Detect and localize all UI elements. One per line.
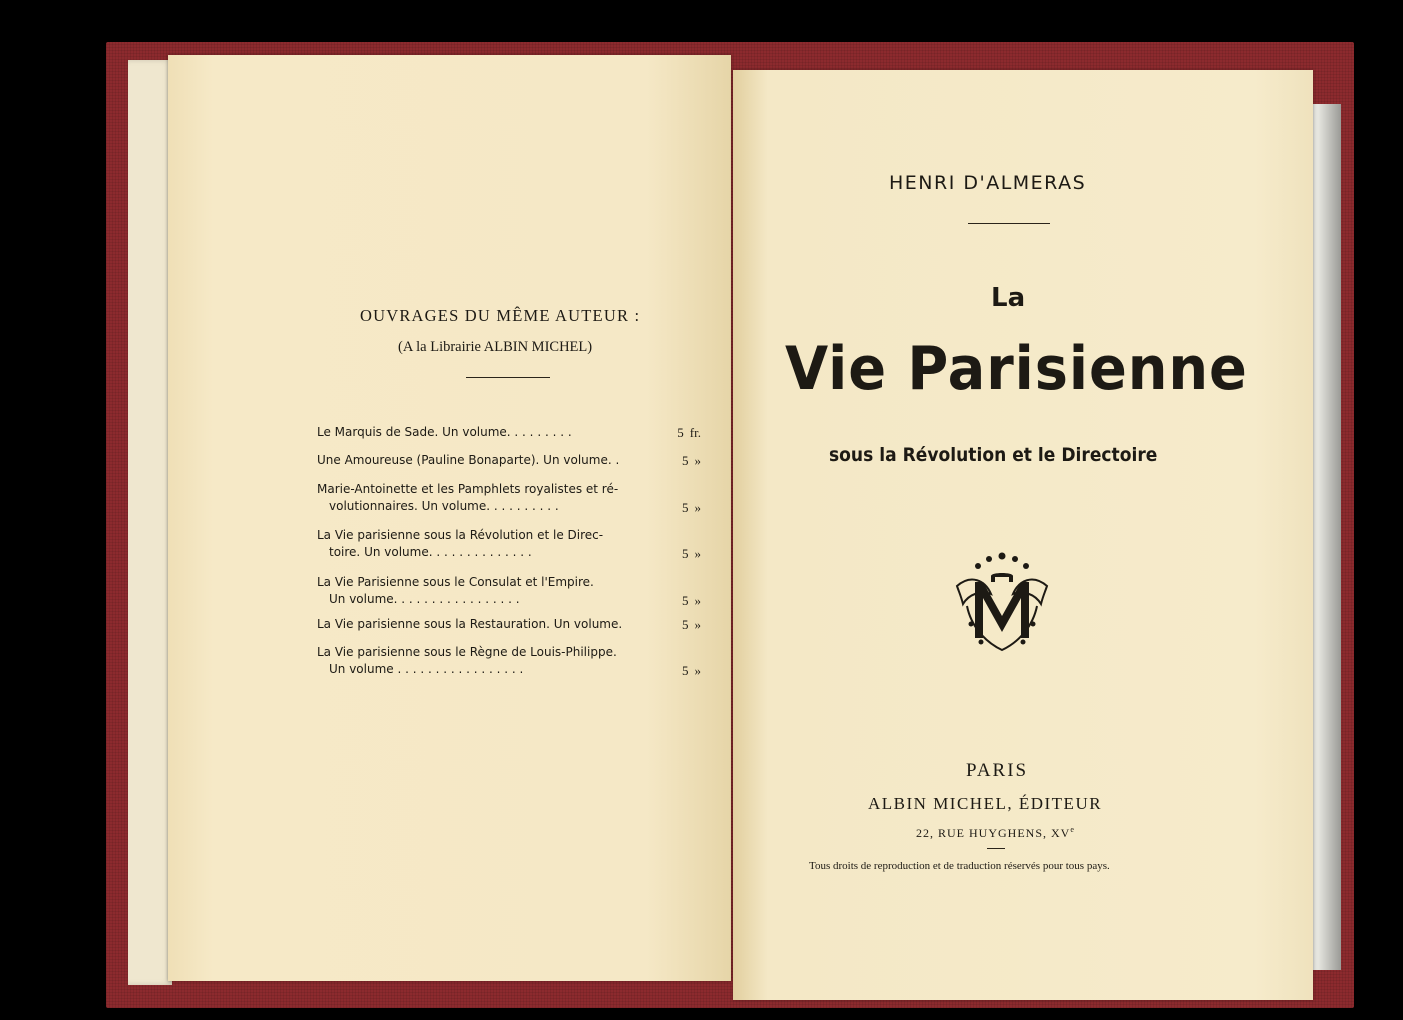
works-subheading: (A la Librairie ALBIN MICHEL) [398,339,593,355]
work-title-line: La Vie Parisienne sous le Consulat et l'Empire. [317,575,594,589]
work-price: 5 » [682,663,701,678]
work-title-line: Le Marquis de Sade. Un volume. . . . . . . . . [317,425,572,439]
rights-notice: Tous droits de reproduction et de traduction réservés pour tous pays. [809,860,1110,872]
list-item [317,617,705,631]
title-article: La [991,283,1026,313]
work-title-line: toire. Un volume. . . . . . . . . . . . . . [329,545,532,559]
work-price: 5 » [682,617,701,632]
list-item [317,482,705,513]
work-title-line: La Vie parisienne sous la Restauration. Un volume. [317,617,623,631]
work-title-line: Une Amoureuse (Pauline Bonaparte). Un volume. . [317,453,620,467]
page-stack-left [128,60,172,985]
work-price: 5 » [682,593,701,608]
albin-michel-monogram-icon [951,546,1053,658]
page-title: Vie Parisienne [785,334,1248,404]
list-item [317,575,705,606]
work-price: 5 » [682,453,701,468]
divider-rule [987,848,1005,849]
page-subtitle: sous la Révolution et le Directoire [829,444,1158,466]
work-title-line: Marie-Antoinette et les Pamphlets royalistes et ré- [317,482,619,496]
list-item [317,645,705,676]
work-title-line: Un volume. . . . . . . . . . . . . . . . . [329,592,520,606]
author-name: HENRI D'ALMERAS [889,172,1087,194]
divider-rule [466,377,550,378]
publisher-city: PARIS [966,760,1029,781]
work-title-line: La Vie parisienne sous le Règne de Louis-Philippe. [317,645,617,659]
list-item [317,453,705,467]
left-page [168,55,731,981]
divider-rule [968,223,1050,224]
publisher-address: 22, RUE HUYGHENS, XVe [916,825,1075,840]
list-item [317,528,705,559]
work-title-line: volutionnaires. Un volume. . . . . . . . . . [329,499,559,513]
list-item [317,425,705,439]
publisher-name: ALBIN MICHEL, ÉDITEUR [868,794,1103,813]
works-heading: OUVRAGES DU MÊME AUTEUR : [360,306,641,325]
work-price: 5 » [682,546,701,561]
work-price: 5 » [682,500,701,515]
work-title-line: La Vie parisienne sous la Révolution et le Direc- [317,528,604,542]
work-price: 5 fr. [677,425,701,440]
work-title-line: Un volume . . . . . . . . . . . . . . . . . [329,662,524,676]
